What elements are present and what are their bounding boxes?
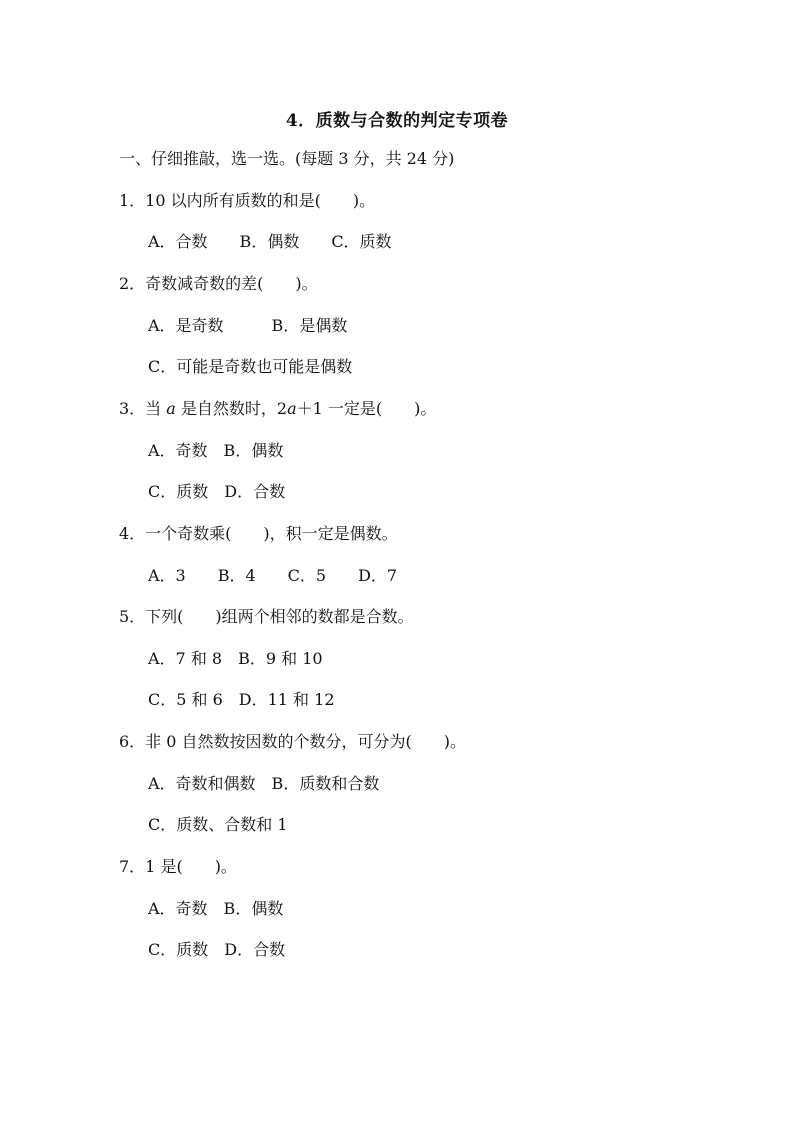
variable-a: a [287,399,297,418]
question-3-stem-part-3: ＋1 一定是( )。 [296,399,437,418]
question-2-options-row-1: A．是奇数 B．是偶数 [148,316,348,335]
question-3-stem [119,399,436,419]
question-6-options-row-1: A．奇数和偶数 B．质数和合数 [148,774,380,793]
question-4-stem: 4．一个奇数乘( )，积一定是偶数。 [119,524,398,543]
question-7-options-row-1: A．奇数 B．偶数 [148,899,284,918]
question-1-stem: 1．10 以内所有质数的和是( )。 [119,191,376,210]
question-1-options: A．合数 B．偶数 C．质数 [148,232,392,251]
question-3-stem-part-2: 是自然数时，2 [175,399,288,418]
question-4-options: A．3 B．4 C．5 D．7 [148,566,398,585]
question-2-options-row-2: C．可能是奇数也可能是偶数 [148,357,353,376]
question-7-stem: 7．1 是( )。 [119,857,237,876]
question-5-options-row-2: C．5 和 6 D．11 和 12 [148,690,335,709]
question-5-stem: 5．下列( )组两个相邻的数都是合数。 [119,607,414,626]
question-6-options-row-2: C．质数、合数和 1 [148,815,288,834]
question-6-stem: 6．非 0 自然数按因数的个数分，可分为( )。 [119,732,467,751]
section-heading: 一、仔细推敲，选一选。(每题 3 分，共 24 分) [119,149,455,168]
question-7-options-row-2: C．质数 D．合数 [148,940,286,959]
variable-a: a [166,399,176,418]
question-5-options-row-1: A．7 和 8 B．9 和 10 [148,649,323,668]
question-3-options-row-2: C．质数 D．合数 [148,482,286,501]
question-3-stem-part-1: 3．当 [119,399,167,418]
worksheet-title: 4．质数与合数的判定专项卷 [285,111,509,131]
question-2-stem: 2．奇数减奇数的差( )。 [119,274,318,293]
question-3-options-row-1: A．奇数 B．偶数 [148,441,284,460]
